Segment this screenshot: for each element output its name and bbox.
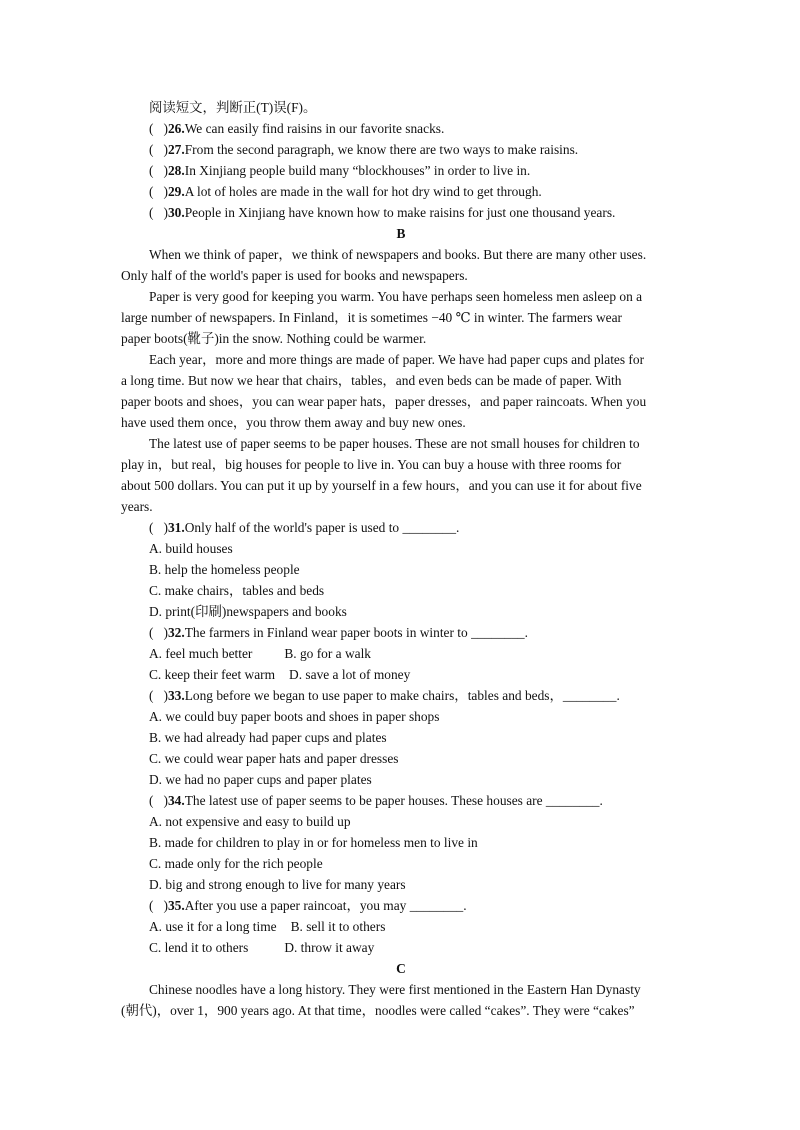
- passage-line: Only half of the world's paper is used for books and newspapers.: [121, 268, 468, 283]
- passage-line: Paper is very good for keeping you warm. You have perhaps seen homeless men asleep on a: [149, 289, 643, 304]
- option-b[interactable]: B. we had already had paper cups and plates: [149, 730, 387, 745]
- passage-line: have used them once，you throw them away and buy new ones.: [121, 415, 466, 430]
- option-c[interactable]: C. we could wear paper hats and paper dresses: [149, 751, 399, 766]
- option-d[interactable]: D. big and strong enough to live for many years: [149, 877, 406, 892]
- option-b[interactable]: B. help the homeless people: [149, 562, 300, 577]
- option-a[interactable]: A. use it for a long time: [149, 919, 277, 934]
- question-35: ( )35.After you use a paper raincoat，you may ________.: [149, 898, 467, 913]
- question-text: The farmers in Finland wear paper boots in winter to ________.: [184, 625, 528, 640]
- answer-blank[interactable]: (: [149, 184, 154, 199]
- question-text: Only half of the world's paper is used to ________.: [184, 520, 460, 535]
- question-text: A lot of holes are made in the wall for hot dry wind to get through.: [184, 184, 542, 199]
- option-a[interactable]: A. not expensive and easy to build up: [149, 814, 351, 829]
- question-text: From the second paragraph, we know there are two ways to make raisins.: [184, 142, 579, 157]
- passage-line: years.: [121, 499, 153, 514]
- question-number: 34.: [167, 793, 185, 808]
- answer-blank[interactable]: (: [149, 625, 154, 640]
- option-d[interactable]: D. we had no paper cups and paper plates: [149, 772, 372, 787]
- option-c[interactable]: C. keep their feet warm: [149, 667, 276, 682]
- option-a[interactable]: A. build houses: [149, 541, 233, 556]
- option-c[interactable]: C. make chairs，tables and beds: [149, 583, 325, 598]
- answer-blank[interactable]: (: [149, 898, 154, 913]
- passage-line: Chinese noodles have a long history. They were first mentioned in the Eastern Han Dynasty: [149, 982, 641, 997]
- option-b[interactable]: B. go for a walk: [284, 646, 372, 661]
- answer-blank[interactable]: (: [149, 142, 154, 157]
- option-b[interactable]: B. made for children to play in or for homeless men to live in: [149, 835, 478, 850]
- passage-line: play in，but real，big houses for people to live in. You can buy a house with three rooms for: [121, 457, 622, 472]
- question-30: ( )30.People in Xinjiang have known how to make raisins for just one thousand years.: [149, 205, 616, 220]
- passage-line: about 500 dollars. You can put it up by yourself in a few hours，and you can use it for about five: [121, 478, 642, 493]
- question-28: ( )28.In Xinjiang people build many “blockhouses” in order to live in.: [149, 163, 531, 178]
- question-text: People in Xinjiang have known how to make raisins for just one thousand years.: [184, 205, 616, 220]
- question-text: The latest use of paper seems to be paper houses. These houses are ________.: [184, 793, 603, 808]
- option-d[interactable]: D. throw it away: [284, 940, 375, 955]
- question-34: ( )34.The latest use of paper seems to be paper houses. These houses are ________.: [149, 793, 603, 808]
- answer-blank[interactable]: (: [149, 688, 154, 703]
- answer-blank[interactable]: (: [149, 163, 154, 178]
- answer-blank[interactable]: (: [149, 205, 154, 220]
- question-31: ( )31.Only half of the world's paper is used to ________.: [149, 520, 460, 535]
- question-text: After you use a paper raincoat，you may ________.: [184, 898, 467, 913]
- option-a[interactable]: A. feel much better: [149, 646, 253, 661]
- answer-blank[interactable]: (: [149, 121, 154, 136]
- passage-line: (朝代)，over 1，900 years ago. At that time，noodles were called “cakes”. They were “cakes”: [121, 1003, 635, 1018]
- options-row: [149, 664, 709, 685]
- passage-line: a long time. But now we hear that chairs，tables，and even beds can be made of paper. With: [121, 373, 622, 388]
- question-number: 35.: [167, 898, 185, 913]
- option-b[interactable]: B. sell it to others: [290, 919, 386, 934]
- instruction: 阅读短文，判断正(T)误(F)。: [149, 100, 317, 115]
- passage-line: Each year，more and more things are made of paper. We have had paper cups and plates for: [149, 352, 645, 367]
- passage-line: paper boots and shoes，you can wear paper hats，paper dresses，and paper raincoats. When you: [121, 394, 647, 409]
- question-number: 26.: [167, 121, 185, 136]
- passage-line: large number of newspapers. In Finland，it is sometimes −40 ℃ in winter. The farmers wear: [121, 310, 623, 325]
- question-number: 27.: [167, 142, 185, 157]
- passage-line: paper boots(靴子)in the snow. Nothing could be warmer.: [121, 331, 427, 346]
- section-heading-c: C: [396, 961, 406, 976]
- passage-line: The latest use of paper seems to be paper houses. These are not small houses for children to: [149, 436, 640, 451]
- question-29: ( )29.A lot of holes are made in the wall for hot dry wind to get through.: [149, 184, 542, 199]
- option-d[interactable]: D. print(印刷)newspapers and books: [149, 604, 347, 619]
- section-heading-b: B: [396, 226, 406, 241]
- options-row: [149, 916, 709, 937]
- options-row: [149, 643, 709, 664]
- question-number: 32.: [167, 625, 185, 640]
- option-c[interactable]: C. made only for the rich people: [149, 856, 323, 871]
- question-number: 29.: [167, 184, 185, 199]
- question-text: We can easily find raisins in our favorite snacks.: [184, 121, 445, 136]
- option-c[interactable]: C. lend it to others: [149, 940, 249, 955]
- option-d[interactable]: D. save a lot of money: [289, 667, 411, 682]
- passage-line: When we think of paper，we think of newspapers and books. But there are many other uses.: [149, 247, 647, 262]
- options-row: [149, 937, 709, 958]
- question-number: 33.: [167, 688, 185, 703]
- question-number: 31.: [167, 520, 185, 535]
- option-a[interactable]: A. we could buy paper boots and shoes in paper shops: [149, 709, 440, 724]
- answer-blank[interactable]: (: [149, 520, 154, 535]
- question-32: ( )32.The farmers in Finland wear paper boots in winter to ________.: [149, 625, 528, 640]
- question-text: In Xinjiang people build many “blockhouses” in order to live in.: [184, 163, 531, 178]
- question-27: ( )27.From the second paragraph, we know there are two ways to make raisins.: [149, 142, 579, 157]
- question-26: ( )26.We can easily find raisins in our favorite snacks.: [149, 121, 445, 136]
- answer-blank[interactable]: (: [149, 793, 154, 808]
- question-33: ( )33.Long before we began to use paper to make chairs，tables and beds，________.: [149, 688, 620, 703]
- question-text: Long before we began to use paper to make chairs，tables and beds，________.: [184, 688, 620, 703]
- question-number: 28.: [167, 163, 185, 178]
- question-number: 30.: [167, 205, 185, 220]
